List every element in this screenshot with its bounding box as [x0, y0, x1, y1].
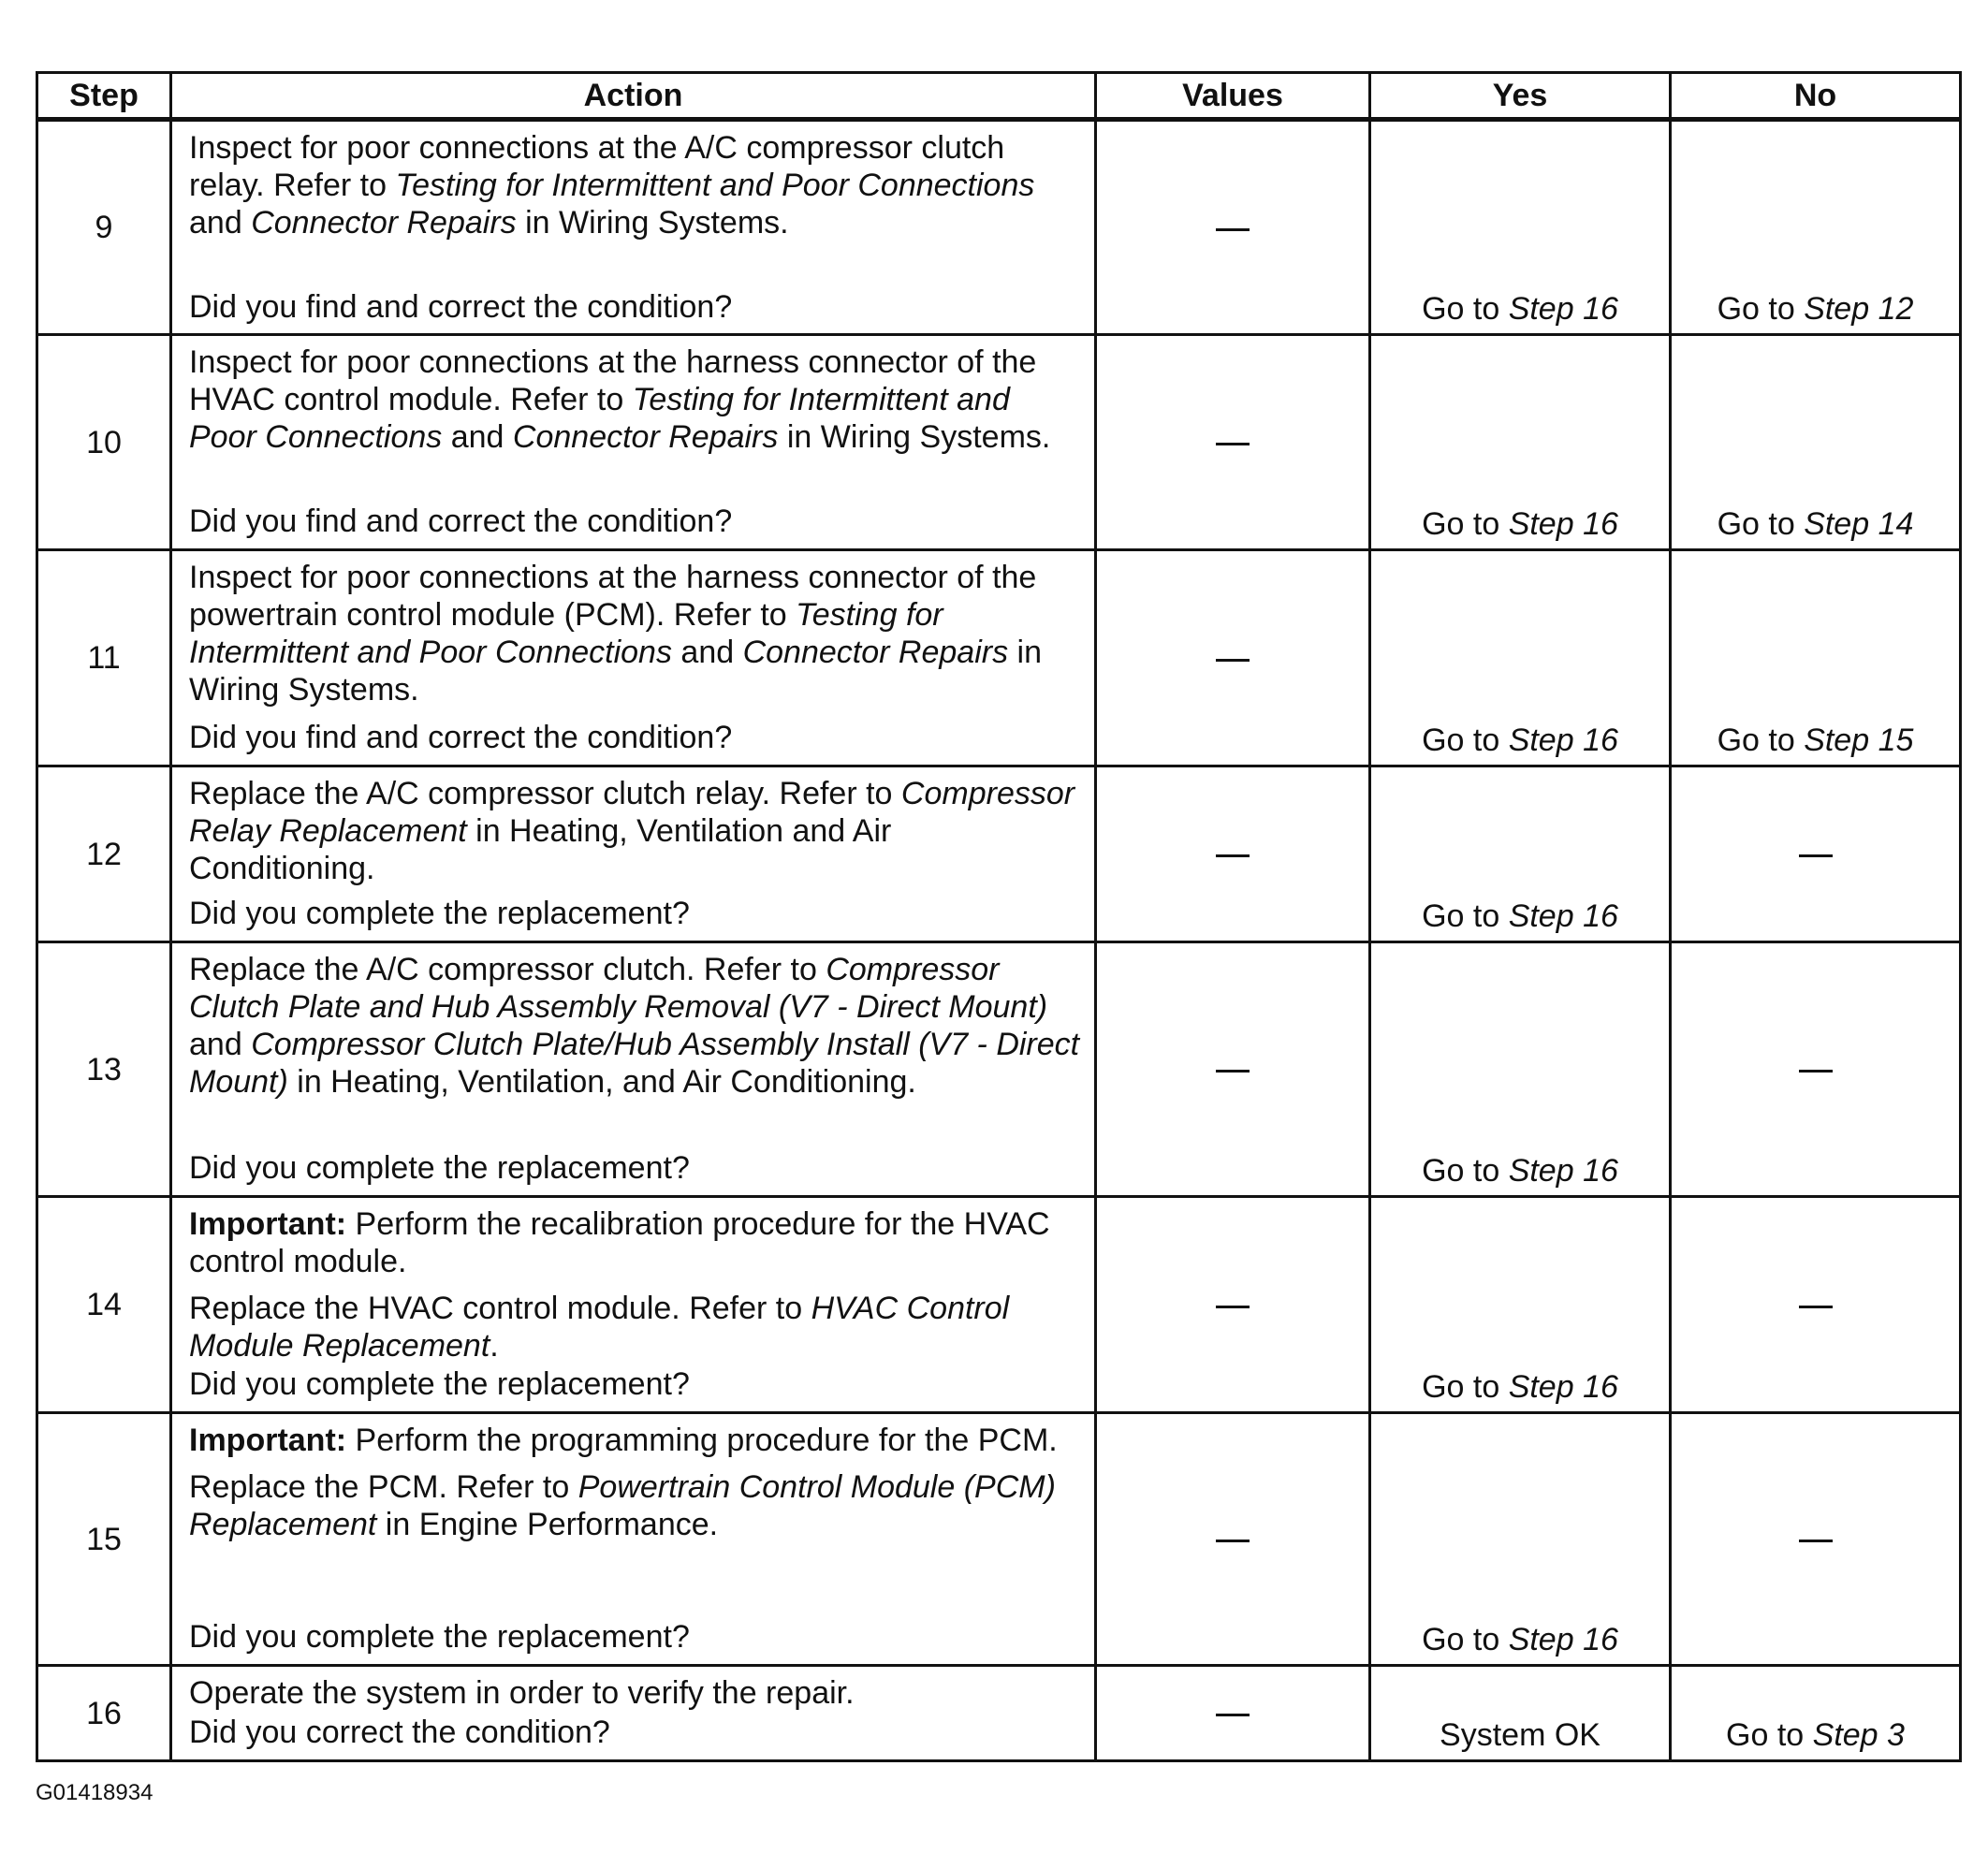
yes-cell [1370, 550, 1671, 766]
reference-title: Compressor Relay Replacement [189, 776, 1075, 849]
action-text [189, 775, 1081, 887]
values-dash [1216, 228, 1250, 231]
action-cell [171, 120, 1096, 335]
action-instructions [189, 1205, 1081, 1365]
action-cell [171, 766, 1096, 942]
header-step: Step [37, 73, 171, 120]
action-cell [171, 1666, 1096, 1761]
action-text [189, 559, 1081, 708]
table-body [37, 120, 1961, 1761]
values-dash [1216, 854, 1250, 857]
step-number: 11 [37, 550, 171, 766]
table-row [37, 120, 1961, 335]
action-cell [171, 942, 1096, 1197]
values-dash [1216, 1540, 1250, 1542]
action-question: Did you complete the replacement? [189, 1150, 690, 1186]
yes-goto-prefix: Go to [1422, 1153, 1509, 1189]
values-cell [1096, 120, 1370, 335]
no-goto-prefix: Go to [1717, 506, 1805, 542]
important-label: Important: [189, 1206, 347, 1242]
yes-goto-step: Step 16 [1508, 898, 1618, 934]
no-goto-step: Step 12 [1804, 291, 1914, 327]
table-row [37, 766, 1961, 942]
values-cell [1096, 1197, 1370, 1413]
yes-cell [1370, 120, 1671, 335]
action-text [189, 1674, 1081, 1712]
action-segment: and [671, 635, 743, 670]
action-question: Did you complete the replacement? [189, 1366, 690, 1402]
action-segment: in Wiring Systems. [189, 635, 1042, 708]
table-row [37, 335, 1961, 550]
reference-title: Compressor Clutch Plate and Hub Assembly Removal (V7 - Direct Mount) [189, 952, 1048, 1025]
table-row [37, 1413, 1961, 1666]
action-question: Did you complete the replacement? [189, 896, 690, 931]
values-cell [1096, 335, 1370, 550]
yes-cell [1370, 1666, 1671, 1761]
action-text [189, 951, 1081, 1101]
yes-goto-step: Step 16 [1508, 291, 1618, 327]
reference-title: Testing for Intermittent and Poor Connections [395, 168, 1035, 203]
no-cell [1671, 1666, 1961, 1761]
no-dash [1799, 1070, 1833, 1073]
no-cell [1671, 1413, 1961, 1666]
no-goto-prefix: Go to [1717, 722, 1805, 758]
yes-goto-prefix: Go to [1422, 291, 1509, 327]
action-instructions [189, 775, 1081, 887]
important-note [189, 1422, 1081, 1459]
yes-cell [1370, 335, 1671, 550]
no-result [1726, 1717, 1905, 1753]
values-cell [1096, 1666, 1370, 1761]
reference-title: Powertrain Control Module (PCM) Replacement [189, 1469, 1056, 1542]
header-no: No [1671, 73, 1961, 120]
action-content [189, 951, 1081, 1187]
yes-goto-step: Step 16 [1508, 722, 1618, 758]
action-segment: and [189, 205, 252, 241]
no-dash [1799, 1306, 1833, 1308]
action-content [189, 559, 1081, 756]
values-dash [1216, 1070, 1250, 1073]
reference-title: Connector Repairs [251, 205, 517, 241]
reference-title: HVAC Control Module Replacement [189, 1291, 1010, 1364]
header-action: Action [171, 73, 1096, 120]
diagnostic-table [36, 71, 1962, 1762]
no-result [1718, 291, 1914, 327]
step-number: 16 [37, 1666, 171, 1761]
action-segment: Replace the HVAC control module. Refer to [189, 1291, 811, 1326]
no-dash [1799, 854, 1833, 857]
action-instructions [189, 559, 1081, 708]
table-row [37, 1666, 1961, 1761]
yes-result [1422, 1622, 1618, 1657]
action-content [189, 129, 1081, 326]
values-dash [1216, 1714, 1250, 1716]
yes-result [1422, 722, 1618, 758]
no-goto-step: Step 3 [1812, 1717, 1905, 1753]
no-dash [1799, 1540, 1833, 1542]
action-text [189, 343, 1081, 456]
yes-cell [1370, 1197, 1671, 1413]
yes-result [1422, 1369, 1618, 1405]
action-segment: and [189, 1027, 252, 1062]
action-segment: and [442, 419, 513, 455]
yes-result [1440, 1717, 1601, 1753]
values-dash [1216, 443, 1250, 445]
action-question: Did you find and correct the condition? [189, 289, 733, 325]
yes-goto-step: Step 16 [1508, 1369, 1618, 1405]
important-label: Important: [189, 1423, 347, 1458]
action-content [189, 775, 1081, 932]
action-text [189, 1290, 1081, 1365]
action-segment: . [490, 1328, 499, 1364]
no-goto-step: Step 14 [1804, 506, 1914, 542]
important-text: Perform the programming procedure for the PCM. [346, 1423, 1058, 1458]
reference-title: Testing for Intermittent and Poor Connections [189, 382, 1010, 455]
values-cell [1096, 550, 1370, 766]
step-number: 13 [37, 942, 171, 1197]
no-cell [1671, 335, 1961, 550]
action-cell [171, 1197, 1096, 1413]
values-dash [1216, 1306, 1250, 1308]
action-segment: Operate the system in order to verify the repair. [189, 1675, 855, 1711]
yes-goto-prefix: Go to [1422, 1622, 1509, 1657]
action-segment: Replace the A/C compressor clutch relay. Refer to [189, 776, 901, 811]
yes-result-text: System OK [1440, 1717, 1601, 1753]
action-question: Did you complete the replacement? [189, 1619, 690, 1655]
yes-goto-step: Step 16 [1508, 1622, 1618, 1657]
action-cell [171, 335, 1096, 550]
values-cell [1096, 766, 1370, 942]
reference-title: Testing for Intermittent and Poor Connections [189, 597, 943, 670]
action-segment: Inspect for poor connections at the A/C compressor clutch relay. Refer to [189, 130, 1005, 203]
yes-result [1422, 1153, 1618, 1189]
values-dash [1216, 659, 1250, 662]
action-instructions [189, 1674, 1081, 1712]
yes-goto-prefix: Go to [1422, 1369, 1509, 1405]
no-goto-step: Step 15 [1804, 722, 1914, 758]
action-segment: in Heating, Ventilation and Air Conditioning. [189, 813, 892, 886]
action-content [189, 1422, 1081, 1656]
important-note [189, 1205, 1081, 1280]
no-cell [1671, 550, 1961, 766]
yes-goto-prefix: Go to [1422, 506, 1509, 542]
step-number: 9 [37, 120, 171, 335]
action-content [189, 343, 1081, 540]
yes-goto-prefix: Go to [1422, 898, 1509, 934]
action-content [189, 1674, 1081, 1751]
no-result [1718, 722, 1914, 758]
action-content [189, 1205, 1081, 1403]
action-instructions [189, 951, 1081, 1101]
action-question: Did you find and correct the condition? [189, 503, 733, 539]
no-cell [1671, 120, 1961, 335]
action-text [189, 1468, 1081, 1543]
action-instructions [189, 129, 1081, 241]
figure-id: G01418934 [36, 1780, 153, 1805]
action-instructions [189, 343, 1081, 456]
action-question: Did you correct the condition? [189, 1715, 610, 1750]
reference-title: Connector Repairs [512, 419, 779, 455]
no-goto-prefix: Go to [1726, 1717, 1813, 1753]
action-segment: in Wiring Systems. [516, 205, 789, 241]
values-cell [1096, 942, 1370, 1197]
step-number: 10 [37, 335, 171, 550]
yes-cell [1370, 766, 1671, 942]
header-values: Values [1096, 73, 1370, 120]
yes-goto-step: Step 16 [1508, 1153, 1618, 1189]
no-goto-prefix: Go to [1717, 291, 1805, 327]
no-cell [1671, 766, 1961, 942]
header-yes: Yes [1370, 73, 1671, 120]
action-segment: in Wiring Systems. [778, 419, 1051, 455]
action-cell [171, 1413, 1096, 1666]
action-instructions [189, 1422, 1081, 1543]
step-number: 15 [37, 1413, 171, 1666]
no-cell [1671, 1197, 1961, 1413]
yes-cell [1370, 942, 1671, 1197]
table-row [37, 1197, 1961, 1413]
yes-goto-prefix: Go to [1422, 722, 1509, 758]
action-segment: Inspect for poor connections at the harness connector of the HVAC control module. Refer to [189, 344, 1037, 417]
action-segment: Replace the PCM. Refer to [189, 1469, 578, 1505]
no-result [1718, 506, 1914, 542]
reference-title: Connector Repairs [742, 635, 1009, 670]
yes-goto-step: Step 16 [1508, 506, 1618, 542]
important-text: Perform the recalibration procedure for the HVAC control module. [189, 1206, 1050, 1279]
reference-title: Compressor Clutch Plate/Hub Assembly Install (V7 - Direct Mount) [189, 1027, 1080, 1100]
step-number: 12 [37, 766, 171, 942]
action-segment: in Engine Performance. [376, 1507, 719, 1542]
action-cell [171, 550, 1096, 766]
values-cell [1096, 1413, 1370, 1666]
step-number: 14 [37, 1197, 171, 1413]
action-segment: Inspect for poor connections at the harness connector of the powertrain control module (PCM). Refer to [189, 560, 1037, 633]
yes-result [1422, 898, 1618, 934]
action-question: Did you find and correct the condition? [189, 720, 733, 755]
no-cell [1671, 942, 1961, 1197]
table-header [37, 73, 1961, 120]
table-row [37, 942, 1961, 1197]
yes-result [1422, 506, 1618, 542]
action-segment: in Heating, Ventilation, and Air Conditioning. [287, 1064, 916, 1100]
yes-result [1422, 291, 1618, 327]
action-segment: Replace the A/C compressor clutch. Refer to [189, 952, 826, 987]
yes-cell [1370, 1413, 1671, 1666]
table-row [37, 550, 1961, 766]
header-row [37, 73, 1961, 120]
action-text [189, 129, 1081, 241]
